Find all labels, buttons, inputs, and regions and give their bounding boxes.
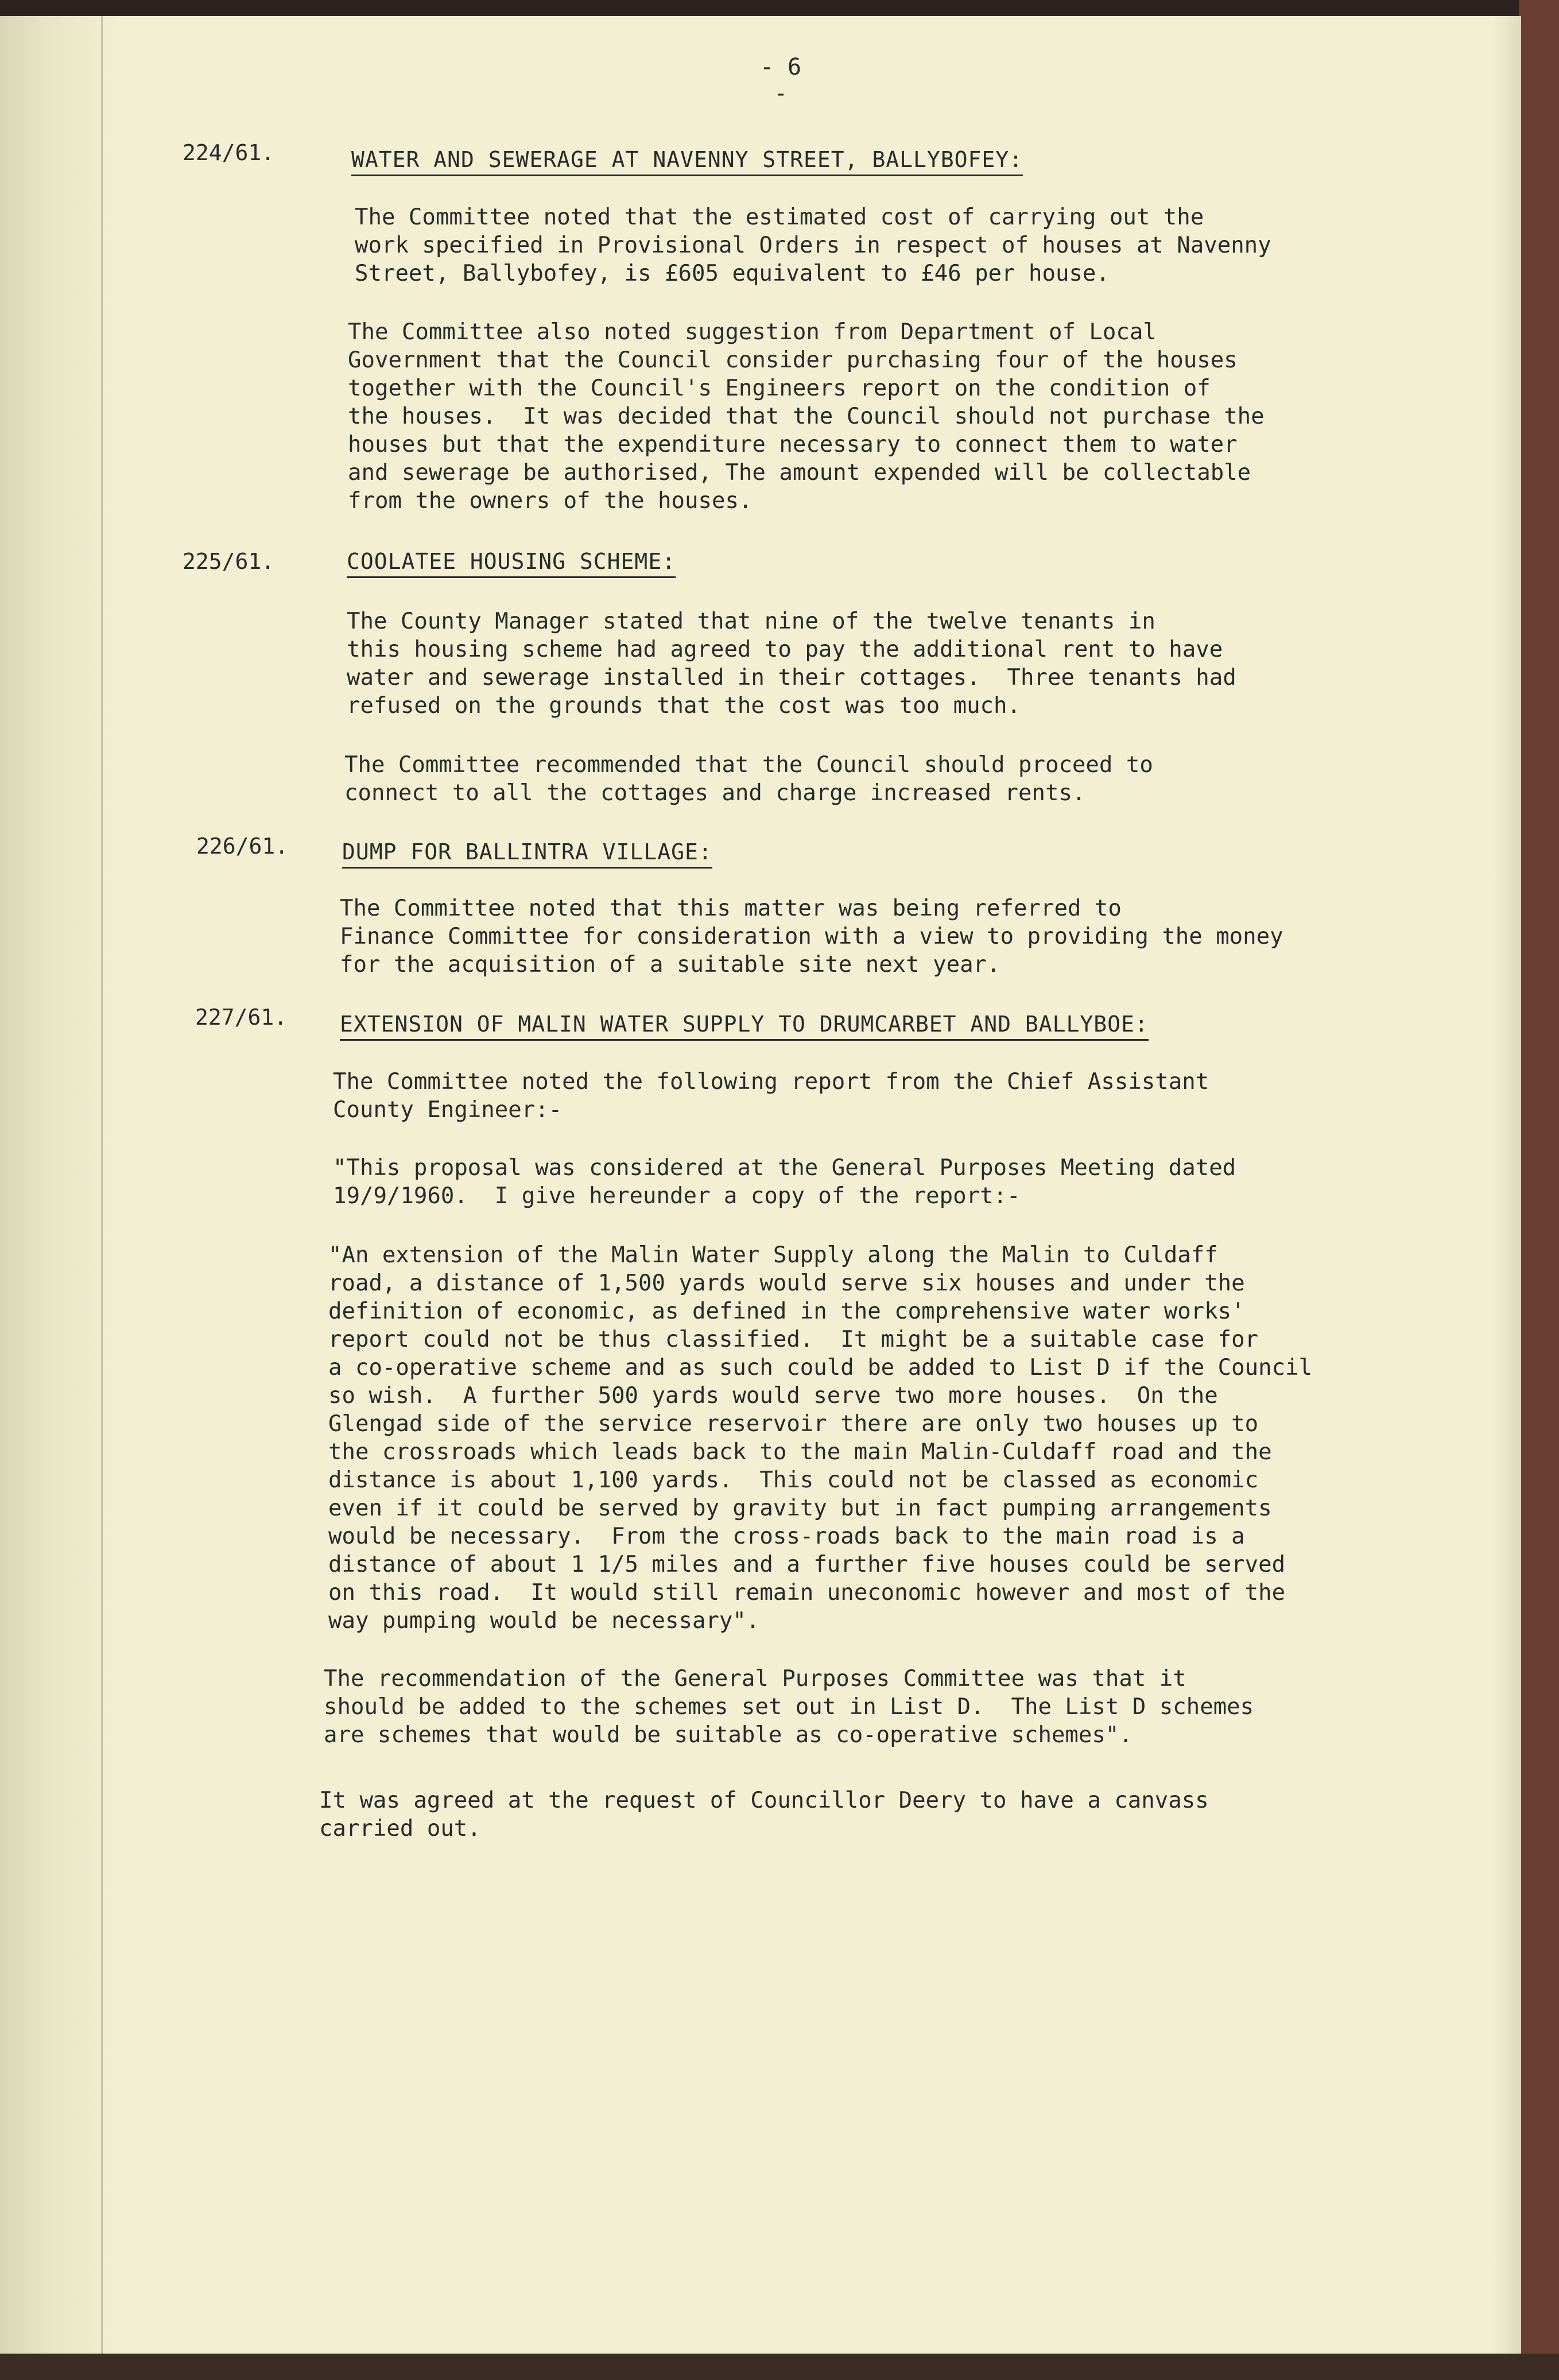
section-heading: COOLATEE HOUSING SCHEME: bbox=[347, 549, 676, 578]
paragraph: The Committee noted the following report from the Chief Assistant County Engineer:- bbox=[333, 1069, 1209, 1123]
page-edge-shadow bbox=[1492, 16, 1521, 2355]
book-edge-top bbox=[0, 0, 1559, 17]
quoted-report: "An extension of the Malin Water Supply along the Malin to Culdaff road, a distance of 1,500 yards would serve six houses and under the definition of economic, as defined in the comprehensive water works' report could not be thus classified. It might be a suitable case for a co-operative scheme and as such could be added to List D if the Council so wish. A further 500 yards would serve two more houses. On the Glengad side of the service reservoir there are only two houses up to the crossroads which leads back to the main Malin-Culdaff road and the distance is about 1,100 yards. This could not be classed as economic even if it could be served by gravity but in fact pumping arrangements would be necessary. From the cross-roads back to the main road is a distance of about 1 1/5 miles and a further five houses could be served on this road. It would still remain uneconomic however and most of the way pumping would be necessary". bbox=[328, 1242, 1313, 1634]
paragraph: The Committee also noted suggestion from Department of Local Government that the Council consider purchasing four of the houses together with the Council's Engineers report on the condition of the houses. It was decided that the Council should not purchase the houses but that the expenditure necessary to connect them to water and sewerage be authorised, The amount expended will be collectable from the owners of the houses. bbox=[348, 319, 1265, 514]
minute-number: 227/61. bbox=[195, 1005, 288, 1030]
section-heading: EXTENSION OF MALIN WATER SUPPLY TO DRUMCARBET AND BALLYBOE: bbox=[340, 1011, 1149, 1041]
paragraph: The recommendation of the General Purposes Committee was that it should be added to the schemes set out in List D. The List D schemes are schemes that would be suitable as co-operative schemes". bbox=[324, 1666, 1254, 1748]
section-heading: DUMP FOR BALLINTRA VILLAGE: bbox=[342, 839, 712, 869]
paragraph: The Committee recommended that the Council should proceed to connect to all the cottages and charge increased rents. bbox=[344, 752, 1153, 806]
book-edge-right bbox=[1519, 0, 1559, 2380]
minute-number: 225/61. bbox=[183, 549, 275, 574]
paragraph: The Committee noted that the estimated cost of carrying out the work specified in Provisional Orders in respect of houses at Navenny Street, Ballybofey, is £605 equivalent to £46 per house. bbox=[355, 204, 1271, 286]
gutter-fold-line bbox=[101, 16, 103, 2355]
paragraph: It was agreed at the request of Councillor Deery to have a canvass carried out. bbox=[319, 1788, 1209, 1842]
section-heading: WATER AND SEWERAGE AT NAVENNY STREET, BALLYBOFEY: bbox=[351, 147, 1023, 176]
paragraph: "This proposal was considered at the General Purposes Meeting dated 19/9/1960. I give hereunder a copy of the report:- bbox=[333, 1155, 1236, 1209]
minute-number: 224/61. bbox=[183, 140, 275, 165]
paragraph: The Committee noted that this matter was being referred to Finance Committee for consideration with a view to providing the money for the acquisition of a suitable site next year. bbox=[340, 896, 1283, 978]
document-page bbox=[0, 16, 1521, 2355]
page-number: - 6 - bbox=[759, 54, 802, 107]
paragraph: The County Manager stated that nine of the twelve tenants in this housing scheme had agreed to pay the additional rent to have water and sewerage installed in their cottages. Three tenants had refused on the grounds that the cost was too much. bbox=[347, 608, 1236, 719]
book-edge-bottom bbox=[0, 2354, 1559, 2380]
minute-number: 226/61. bbox=[196, 834, 289, 859]
